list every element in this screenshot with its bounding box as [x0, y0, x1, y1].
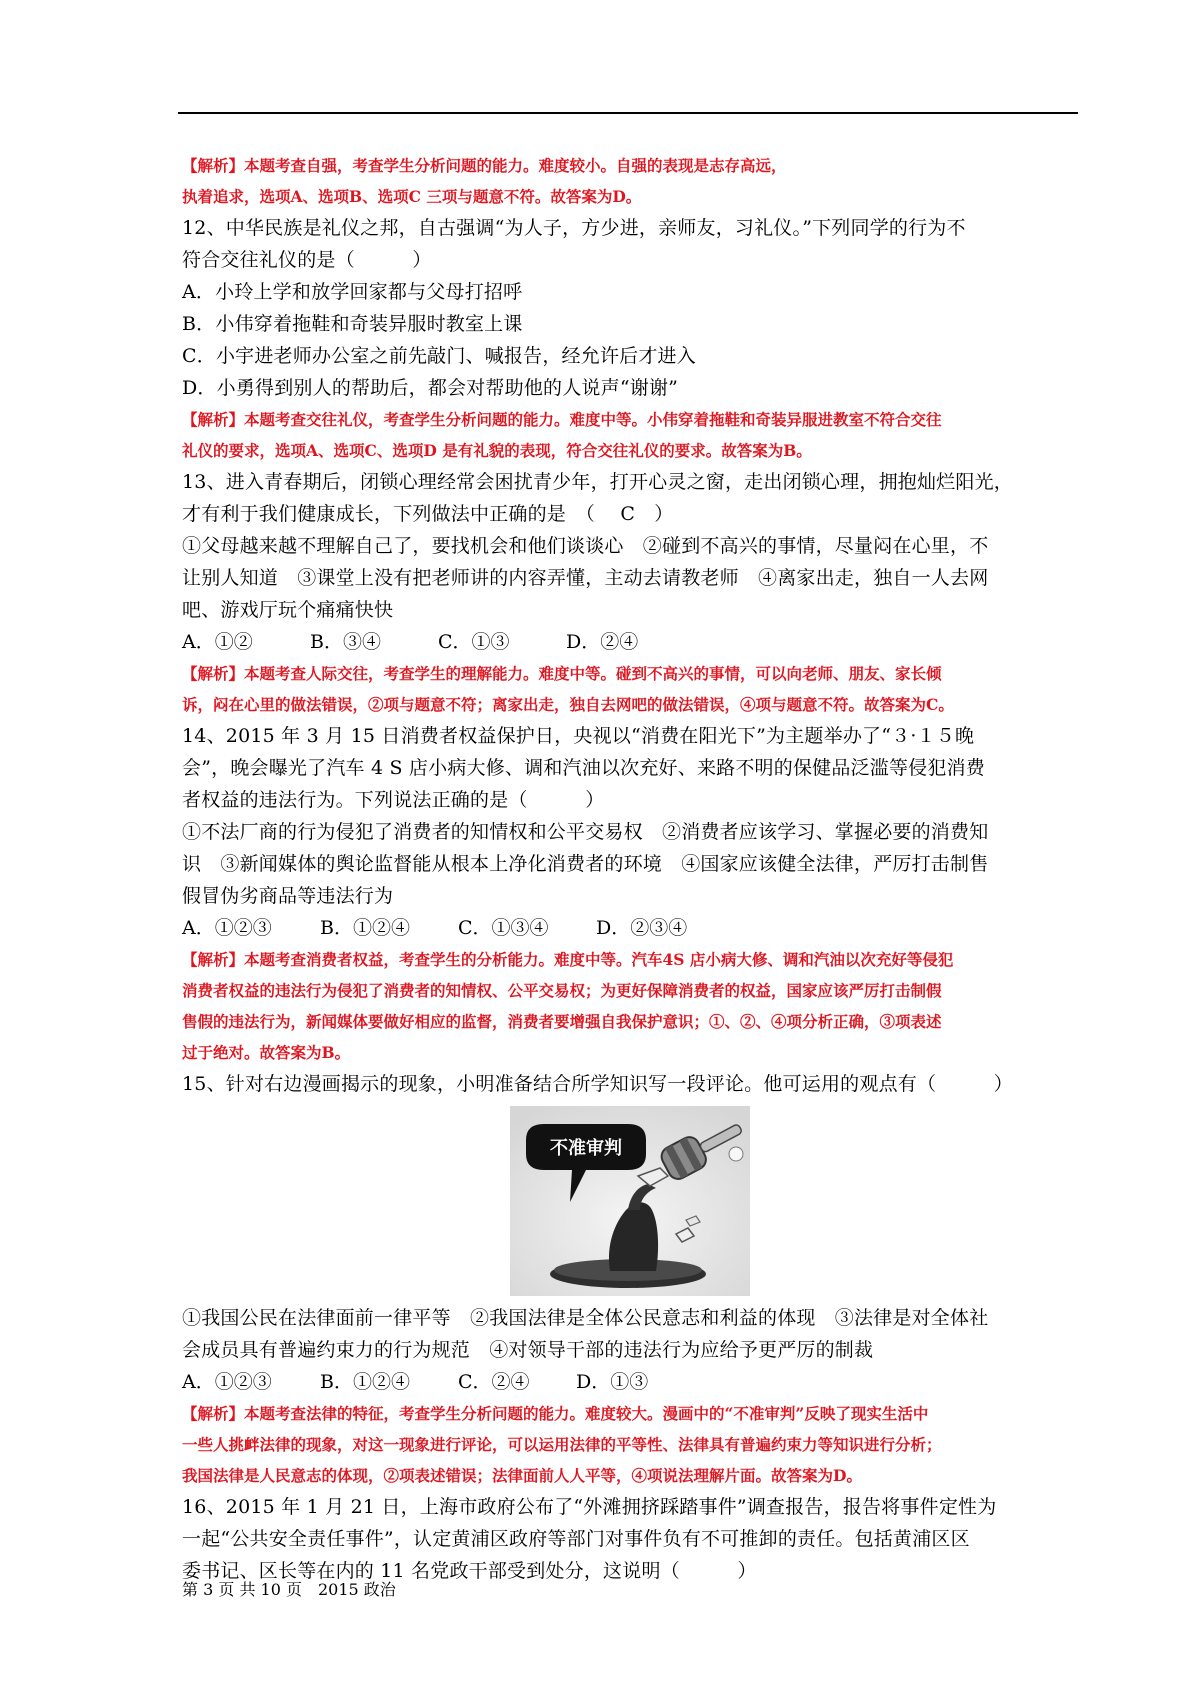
- question-stem: 15、针对右边漫画揭示的现象，小明准备结合所学知识写一段评论。他可运用的观点有（ ）: [182, 1073, 1013, 1095]
- question-stem: 委书记、区长等在内的 11 名党政干部受到处分，这说明（ ）: [182, 1560, 757, 1582]
- answer-line: 礼仪的要求，选项A、选项C、选项D 是有礼貌的表现，符合交往礼仪的要求。故答案为B。: [182, 441, 812, 460]
- question-stem: 会成员具有普遍约束力的行为规范 ④对领导干部的违法行为应给予更严厉的制裁: [182, 1339, 874, 1361]
- option-a: A．小玲上学和放学回家都与父母打招呼: [182, 281, 523, 303]
- cartoon-image: [510, 1106, 750, 1296]
- cartoon-illustration: [510, 1106, 750, 1296]
- option-a: A．①②: [182, 631, 253, 653]
- question-stem: 14、2015 年 3 月 15 日消费者权益保护日，央视以“消费在阳光下”为主题举办了“３·１５晚: [182, 725, 975, 747]
- option-b: B．①②④: [320, 917, 410, 939]
- option-c: C．①③④: [458, 917, 549, 939]
- option-c: C．小宇进老师办公室之前先敲门、喊报告，经允许后才进入: [182, 345, 696, 367]
- answer-11: [182, 150, 1082, 212]
- question-stem: 者权益的违法行为。下列说法正确的是（ ）: [182, 789, 605, 811]
- option-a: A．①②③: [182, 1371, 272, 1393]
- header-rule: [178, 112, 1078, 114]
- option-b: B．①②④: [320, 1371, 410, 1393]
- question-stem: 符合交往礼仪的是（ ）: [182, 249, 432, 271]
- option-row: [182, 912, 1082, 944]
- question-stem: 识 ③新闻媒体的舆论监督能从根本上净化消费者的环境 ④国家应该健全法律，严厉打击制售: [182, 853, 989, 875]
- option-d: D．小勇得到别人的帮助后，都会对帮助他的人说声“谢谢”: [182, 377, 679, 399]
- answer-line: 【解析】本题考查人际交往，考查学生的理解能力。难度中等。碰到不高兴的事情，可以向老师、朋友、家长倾: [182, 664, 942, 683]
- option-d: D．①③: [576, 1371, 649, 1393]
- answer-line: 【解析】本题考查消费者权益，考查学生的分析能力。难度中等。汽车4S 店小病大修、调和汽油以次充好等侵犯: [182, 950, 954, 969]
- option-c: C．①③: [438, 631, 510, 653]
- answer-line: 售假的违法行为，新闻媒体要做好相应的监督，消费者要增强自我保护意识；①、②、④项分析正确，③项表述: [182, 1012, 942, 1031]
- question-stem: 13、进入青春期后，闭锁心理经常会困扰青少年，打开心灵之窗，走出闭锁心理，拥抱灿烂阳光，: [182, 471, 1013, 493]
- option-d: D．②④: [566, 631, 639, 653]
- question-stem: 12、中华民族是礼仪之邦，自古强调“为人子，方少进，亲师友，习礼仪。”下列同学的行为不: [182, 217, 966, 239]
- answer-line: 【解析】本题考查法律的特征，考查学生分析问题的能力。难度较大。漫画中的“不准审判”反映了现实生活中: [182, 1404, 929, 1423]
- question-stem: 才有利于我们健康成长，下列做法中正确的是 （ C ）: [182, 503, 674, 525]
- question-14: [182, 720, 1082, 1068]
- option-row: [182, 1366, 1082, 1398]
- document-body: [182, 150, 1082, 1587]
- question-stem: 让别人知道 ③课堂上没有把老师讲的内容弄懂，主动去请教老师 ④离家出走，独自一人去网: [182, 567, 989, 589]
- answer-line: 消费者权益的违法行为侵犯了消费者的知情权、公平交易权；为更好保障消费者的权益，国家应该严厉打击制假: [182, 981, 942, 1000]
- question-stem: 一起“公共安全责任事件”，认定黄浦区政府等部门对事件负有不可推卸的责任。包括黄浦区区: [182, 1528, 970, 1550]
- cartoon-caption: 不准审判: [550, 1138, 622, 1159]
- question-stem: 16、2015 年 1 月 21 日，上海市政府公布了“外滩拥挤踩踏事件”调查报告，报告将事件定性为: [182, 1496, 997, 1518]
- answer-line: 一些人挑衅法律的现象，对这一现象进行评论，可以运用法律的平等性、法律具有普遍约束力等知识进行分析；: [182, 1435, 942, 1454]
- question-stem: 假冒伪劣商品等违法行为: [182, 885, 394, 907]
- question-stem: ①不法厂商的行为侵犯了消费者的知情权和公平交易权 ②消费者应该学习、掌握必要的消费知: [182, 821, 989, 843]
- option-b: B．③④: [310, 631, 381, 653]
- question-16: [182, 1491, 1082, 1587]
- option-d: D．②③④: [596, 917, 688, 939]
- answer-line: 诉，闷在心里的做法错误，②项与题意不符；离家出走，独自去网吧的做法错误，④项与题意不符。故答案为C。: [182, 695, 954, 714]
- question-12: [182, 212, 1082, 466]
- option-b: B．小伟穿着拖鞋和奇装异服时教室上课: [182, 313, 523, 335]
- question-13: [182, 466, 1082, 720]
- answer-line: 过于绝对。故答案为B。: [182, 1043, 351, 1062]
- answer-line: 【解析】本题考查自强，考查学生分析问题的能力。难度较小。自强的表现是志存高远，: [182, 156, 787, 175]
- answer-line: 我国法律是人民意志的体现，②项表述错误；法律面前人人平等，④项说法理解片面。故答案为D。: [182, 1466, 862, 1485]
- question-stem: ①父母越来越不理解自己了，要找机会和他们谈谈心 ②碰到不高兴的事情，尽量闷在心里，不: [182, 535, 989, 557]
- page-footer: 第 3 页 共 10 页 2015 政治: [182, 1580, 396, 1599]
- question-stem: 吧、游戏厅玩个痛痛快快: [182, 599, 394, 621]
- question-stem: 会”，晚会曝光了汽车 4 S 店小病大修、调和汽油以次充好、来路不明的保健品泛滥等侵犯消费: [182, 757, 985, 779]
- answer-line: 执着追求，选项A、选项B、选项C 三项与题意不符。故答案为D。: [182, 187, 642, 206]
- option-c: C．②④: [458, 1371, 530, 1393]
- question-stem: ①我国公民在法律面前一律平等 ②我国法律是全体公民意志和利益的体现 ③法律是对全体社: [182, 1307, 989, 1329]
- option-row: [182, 626, 1082, 658]
- answer-line: 【解析】本题考查交往礼仪，考查学生分析问题的能力。难度中等。小伟穿着拖鞋和奇装异服进教室不符合交往: [182, 410, 942, 429]
- question-15: [182, 1068, 1082, 1491]
- option-a: A．①②③: [182, 917, 272, 939]
